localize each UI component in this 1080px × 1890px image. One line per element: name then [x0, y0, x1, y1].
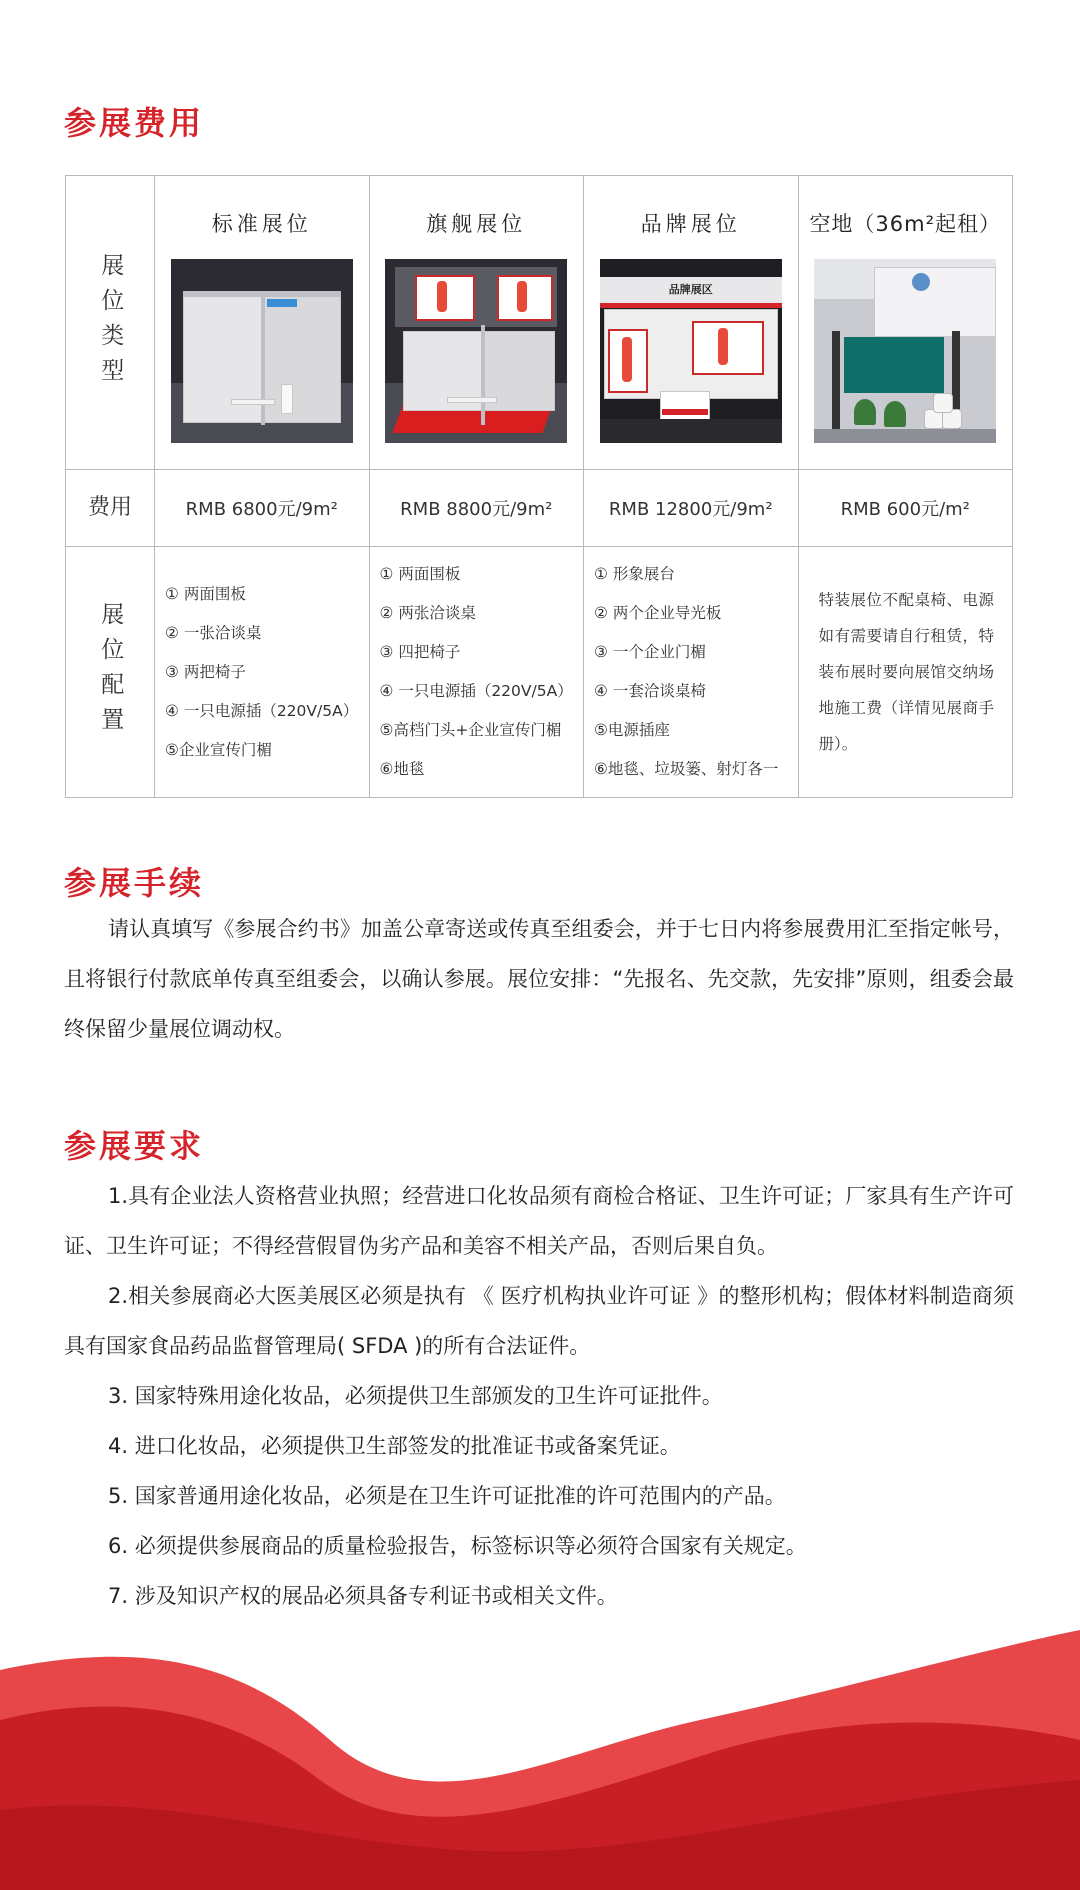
- price-flagship: RMB 8800元/9m²: [369, 470, 584, 547]
- config-item: ⑤企业宣传门楣: [165, 740, 272, 759]
- booth-type-row: [66, 176, 1013, 470]
- raw-space-note: 特装展位不配桌椅、电源如有需要请自行租赁，特装布展时要向展馆交纳场地施工费（详情见展商手册）。: [818, 591, 994, 753]
- standard-booth-image: [171, 259, 353, 443]
- row-label-type: 展位类型: [66, 176, 155, 470]
- requirement-item: 2.相关参展商必大医美展区必须是执有 《 医疗机构执业许可证 》的整形机构；假体材料制造商须具有国家食品药品监督管理局( SFDA )的所有合法证件。: [64, 1284, 1014, 1358]
- config-item: ② 一张洽谈桌: [165, 623, 262, 642]
- col-head-flagship: 旗舰展位: [426, 211, 527, 236]
- config-item: ② 两张洽谈桌: [379, 604, 476, 622]
- requirement-item: 1.具有企业法人资格营业执照；经营进口化妆品须有商检合格证、卫生许可证；厂家具有生产许可证、卫生许可证；不得经营假冒伪劣产品和美容不相关产品，否则后果自负。: [64, 1184, 1014, 1258]
- config-row: [66, 547, 1013, 798]
- fees-title: 参展费用: [64, 104, 205, 142]
- config-brand: [584, 547, 799, 798]
- red-wave-decoration: [0, 1600, 1080, 1890]
- config-item: ④ 一只电源插（220V/5A）: [379, 682, 573, 700]
- config-item: ② 两个企业导光板: [594, 604, 722, 622]
- config-item: ③ 四把椅子: [379, 643, 461, 661]
- config-item: ③ 两把椅子: [165, 662, 246, 681]
- booth-column-flagship: [369, 176, 584, 470]
- booth-column-raw-space: [798, 176, 1013, 470]
- requirements-title: 参展要求: [64, 1127, 205, 1165]
- procedure-text: 请认真填写《参展合约书》加盖公章寄送或传真至组委会，并于七日内将参展费用汇至指定帐号，且将银行付款底单传真至组委会，以确认参展。展位安排：“先报名、先交款，先安排”原则，组委会最终保留少量展位调动权。: [64, 917, 1014, 1041]
- requirement-item: 7. 涉及知识产权的展品必须具备专利证书或相关文件。: [108, 1584, 618, 1608]
- requirement-item: 4. 进口化妆品，必须提供卫生部签发的批准证书或备案凭证。: [108, 1434, 681, 1458]
- price-standard: RMB 6800元/9m²: [155, 470, 370, 547]
- config-item: ① 形象展台: [594, 565, 675, 583]
- config-item: ③ 一个企业门楣: [594, 643, 706, 661]
- brand-zone-sign: 品牌展区: [600, 277, 782, 308]
- requirements-list: [64, 1171, 1014, 1621]
- flagship-booth-image: [385, 259, 567, 443]
- config-raw-space: [798, 547, 1013, 798]
- config-item: ① 两面围板: [165, 584, 246, 603]
- config-item: ① 两面围板: [379, 565, 461, 583]
- config-item: ⑥地毯: [379, 760, 425, 778]
- fee-row: [66, 470, 1013, 547]
- config-standard: [155, 547, 370, 798]
- price-raw-space: RMB 600元/m²: [798, 470, 1013, 547]
- config-item: ④ 一套洽谈桌椅: [594, 682, 706, 700]
- requirement-item: 3. 国家特殊用途化妆品，必须提供卫生部颁发的卫生许可证批件。: [108, 1384, 723, 1408]
- procedure-title: 参展手续: [64, 864, 205, 902]
- col-head-raw-space: 空地（36m²起租）: [809, 211, 1002, 236]
- config-item: ④ 一只电源插（220V/5A）: [165, 701, 359, 720]
- requirement-item: 5. 国家普通用途化妆品，必须是在卫生许可证批准的许可范围内的产品。: [108, 1484, 786, 1508]
- price-brand: RMB 12800元/9m²: [584, 470, 799, 547]
- row-label-fee: 费用: [66, 470, 155, 547]
- config-flagship: [369, 547, 584, 798]
- config-item: ⑥地毯、垃圾篓、射灯各一: [594, 760, 779, 778]
- fee-table: [65, 175, 1013, 798]
- raw-space-booth-image: [814, 259, 996, 443]
- brand-booth-image: [600, 259, 782, 443]
- row-label-config: 展位配置: [66, 547, 155, 798]
- booth-column-standard: [155, 176, 370, 470]
- config-item: ⑤高档门头+企业宣传门楣: [379, 721, 562, 739]
- requirement-item: 6. 必须提供参展商品的质量检验报告，标签标识等必须符合国家有关规定。: [108, 1534, 807, 1558]
- booth-column-brand: [584, 176, 799, 470]
- col-head-standard: 标准展位: [211, 211, 312, 236]
- col-head-brand: 品牌展位: [640, 211, 741, 236]
- config-item: ⑤电源插座: [594, 721, 670, 739]
